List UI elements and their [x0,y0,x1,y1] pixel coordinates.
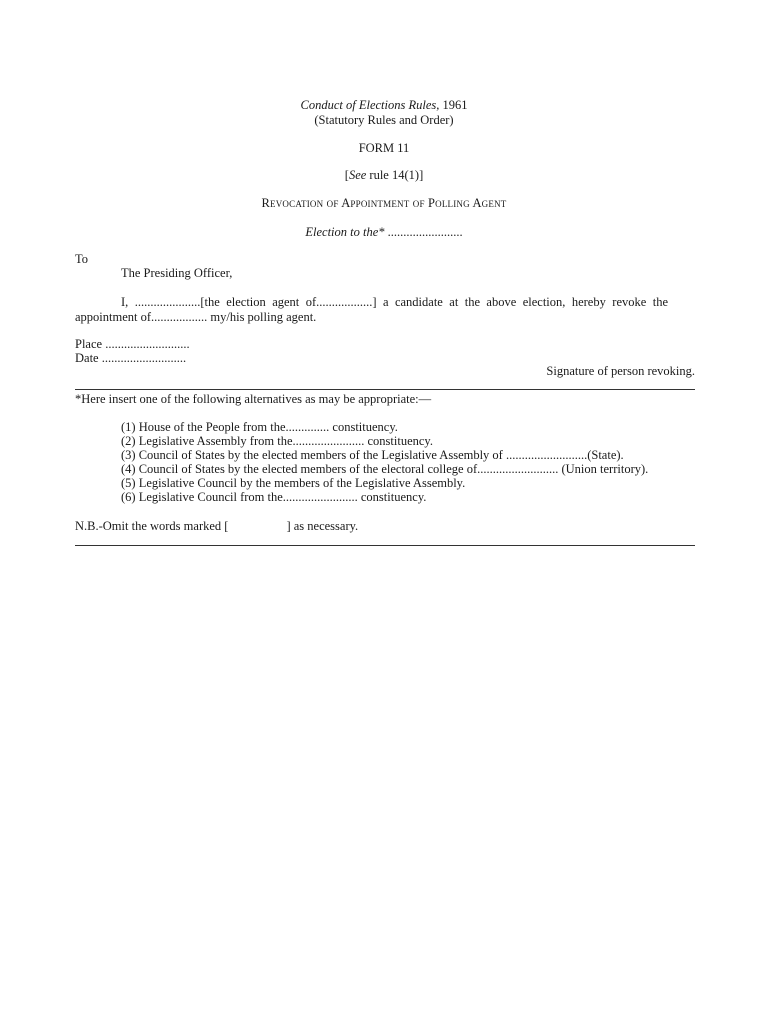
election-label: Election to the* [305,225,385,239]
alternative-item: (5) Legislative Council by the members of the Legislative Assembly. [121,476,466,490]
rules-title-italic: Conduct of Elections Rules, [300,98,440,112]
bottom-rule [75,545,695,546]
body-line-1: I, .....................[the election agent of..................] a candidate at the above election, hereby revoke the [121,295,668,309]
date-line: Date ........................... [75,351,187,365]
to-label: To [75,252,89,266]
footnote-separator [75,389,695,390]
rules-subtitle: (Statutory Rules and Order) [314,113,454,127]
rule-reference-rest: rule 14(1) [366,168,420,182]
alternative-item: (2) Legislative Assembly from the....................... constituency. [121,434,433,448]
nb-note-suffix: ] as necessary. [286,519,359,533]
body-line-2: appointment of.................. my/his polling agent. [75,310,317,324]
form-heading: Revocation of Appointment of Polling Agent [261,196,507,210]
rules-title-year: 1961 [439,98,468,112]
alternative-item: (4) Council of States by the elected members of the electoral college of.......................... (Union territory). [121,462,649,476]
alternative-item: (6) Legislative Council from the........................ constituency. [121,490,427,504]
rules-title [0,98,768,113]
nb-note [75,519,358,534]
rule-reference: [See rule 14(1)] [344,168,424,182]
election-dots: ........................ [384,225,463,239]
election-line [0,225,768,240]
alternative-item: (3) Council of States by the elected members of the Legislative Assembly of ..........................(State). [121,448,624,462]
signature-caption: Signature of person revoking. [546,364,695,378]
place-line: Place ........................... [75,337,190,351]
nb-note-prefix: N.B.-Omit the words marked [ [75,519,229,533]
form-number: FORM 11 [358,141,410,155]
rule-reference-see: See [348,168,367,182]
presiding-officer: The Presiding Officer, [121,266,233,280]
footnote-intro: *Here insert one of the following alternatives as may be appropriate:— [75,392,432,406]
alternative-item: (1) House of the People from the.............. constituency. [121,420,398,434]
